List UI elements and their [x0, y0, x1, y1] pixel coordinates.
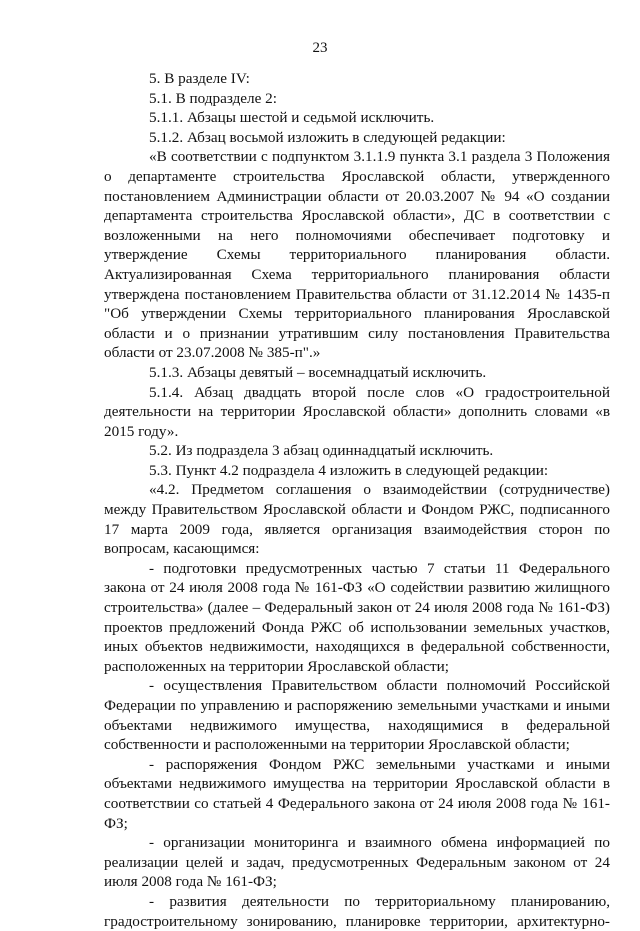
list-item-development: - развития деятельности по территориальному планированию, градостроительному зонированию, планировке территории, архитектурно-: [104, 892, 610, 930]
list-item-disposal: - распоряжения Фондом РЖС земельными участками и иными объектами недвижимого имущества на территории Ярославской области в соответствии со статьей 4 Федерального закона от 24 июля 2008 года № 161-ФЗ;: [104, 755, 610, 832]
paragraph-5-1-4: 5.1.4. Абзац двадцать второй после слов «О градостроительной деятельности на территории Ярославской области» дополнить словами «в 2015 году».: [104, 383, 610, 440]
paragraph-4-2: «4.2. Предметом соглашения о взаимодействии (сотрудничестве) между Правительством Ярославской области и Фондом РЖС, подписанного 17 марта 2009 года, является организация взаимодействия сторон по вопросам, касающимся:: [104, 481, 610, 558]
paragraph-quote-strategy: «В соответствии с подпунктом 3.1.1.9 пункта 3.1 раздела 3 Положения о департаменте строительства Ярославской области, утвержденного постановлением Администрации области от 20.03.2007 № 94 «О создании департамента строительства Ярославской области», ДС в соответствии с возложенными на него полномочиями обеспечивает подготовку и утверждение Схемы территориального планирования области. Актуализированная Схема территориального планирования области утверждена постановлением Правительства области от 31.12.2014 № 1435-п "Об утверждении Схемы территориального планирования Ярославской области и о признании утратившим силу постановления Правительства области от 23.07.2008 № 385-п".»: [104, 148, 610, 362]
list-item-preparation: - подготовки предусмотренных частью 7 статьи 11 Федерального закона от 24 июля 2008 года № 161-ФЗ «О содействии развитию жилищного строительства» (далее – Федеральный закон от 24 июля 2008 года № 161-ФЗ) проектов предложений Фонда РЖС об использовании земельных участков, иных объектов недвижимости, находящихся в федеральной собственности, расположенных на территории Ярославской области;: [104, 559, 610, 675]
list-item-powers: - осуществления Правительством области полномочий Российской Федерации по управлению и распоряжению земельными участками и иными объектами недвижимого имущества, находящимися в федеральной собственности и расположенными на территории Ярославской области;: [104, 677, 610, 754]
list-item-monitoring: - организации мониторинга и взаимного обмена информацией по реализации целей и задач, предусмотренных Федеральным законом от 24 июля 2008 года № 161-ФЗ;: [104, 834, 610, 891]
paragraph-5-2: 5.2. Из подраздела 3 абзац одиннадцатый исключить.: [149, 442, 494, 460]
document-body: [104, 69, 610, 931]
paragraph-section-iv: 5. В разделе IV:: [149, 70, 250, 87]
paragraph-5-1-2: 5.1.2. Абзац восьмой изложить в следующей редакции:: [149, 128, 506, 146]
paragraph-5-1-3: 5.1.3. Абзацы девятый – восемнадцатый исключить.: [149, 363, 487, 381]
paragraph-5-3: 5.3. Пункт 4.2 подраздела 4 изложить в следующей редакции:: [149, 461, 549, 479]
paragraph-5-1-1: 5.1.1. Абзацы шестой и седьмой исключить.: [149, 109, 435, 127]
paragraph-5-1: 5.1. В подразделе 2:: [149, 89, 277, 107]
page-number: 23: [312, 40, 328, 56]
